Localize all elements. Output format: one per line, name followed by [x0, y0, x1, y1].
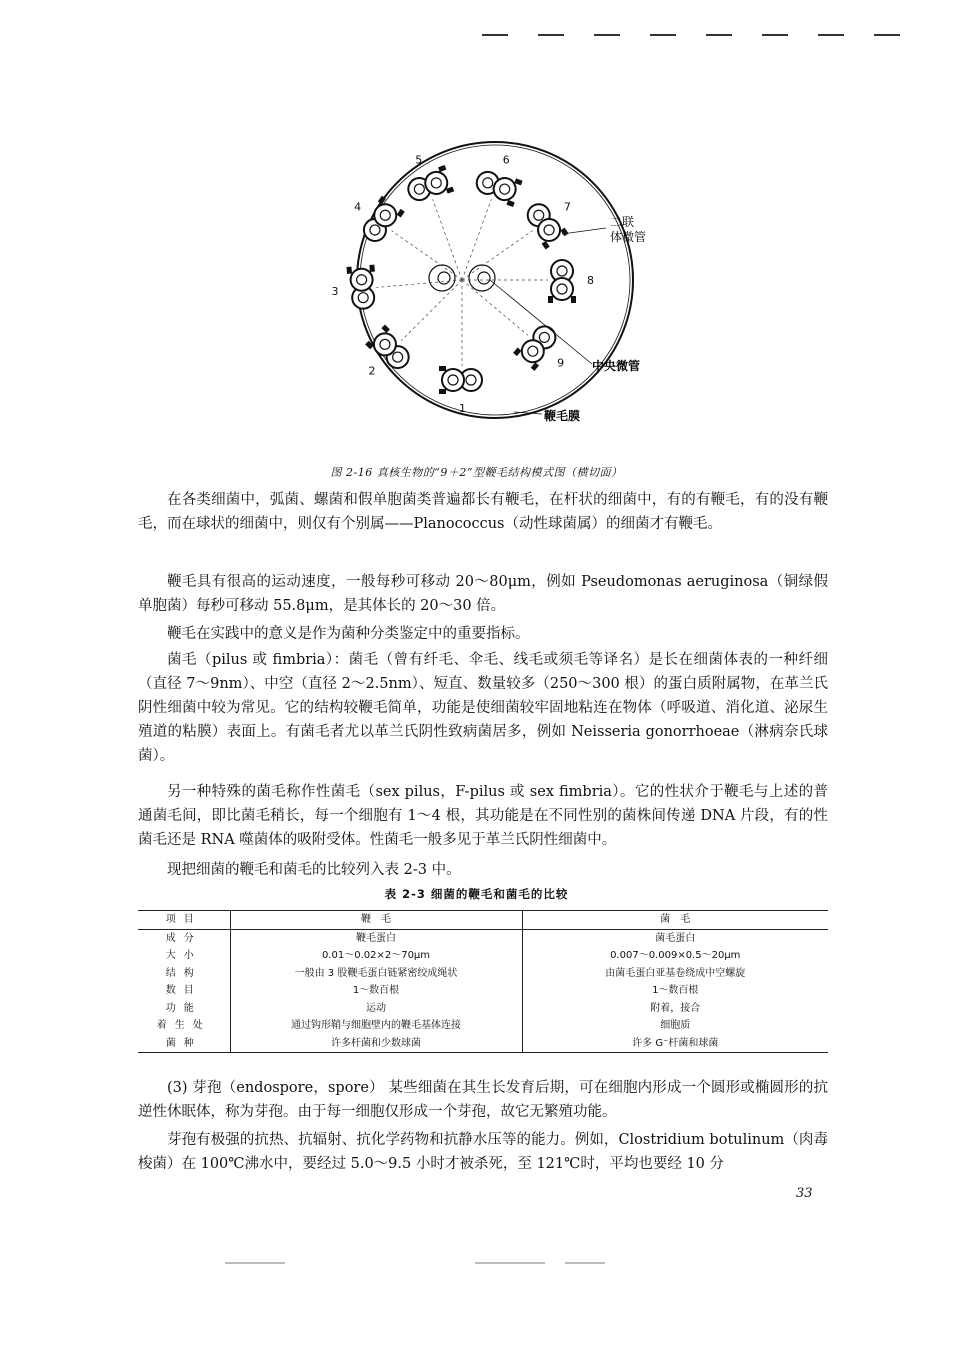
table-row — [138, 929, 828, 947]
paragraph: 菌毛（pilus 或 fimbria）：菌毛（曾有纤毛、伞毛、线毛或须毛等译名）是长在细菌体表的一种纤细（直径 7～9nm）、中空（直径 2～2.5nm）、短直、数量较多（250～300 根）的蛋白质附属物，在革兰氏阴性细菌中较为常见。它的结构较鞭毛简单，功能是使细菌较牢固地粘连在物体（呼吸道、消化道、泌尿生殖道的粘膜）表面上。有菌毛者尤以革兰氏阴性致病菌居多，例如 Neisseria gonorrhoeae（淋病奈氏球菌）。 — [138, 652, 828, 764]
microtubule-doublet — [548, 260, 576, 303]
doublet-number: 8 — [587, 274, 594, 287]
paragraph: 芽孢有极强的抗热、抗辐射、抗化学药物和抗静水压等的能力。例如，Clostridium botulinum（肉毒梭菌）在 100℃沸水中，要经过 5.0～9.5 小时才被杀死，至 121℃时，平均也要经 10 分 — [138, 1132, 828, 1172]
table-cell: 鞭毛蛋白 — [230, 929, 522, 947]
table-row — [138, 1017, 828, 1035]
table-cell: 0.01～0.02×2～70μm — [230, 947, 522, 965]
microtubule-doublet — [346, 265, 378, 310]
table-cell: 成分 — [165, 932, 202, 944]
table-cell: 功能 — [165, 1002, 202, 1014]
doublet-label: 二联体微管 — [610, 215, 647, 244]
paragraph: 现把细菌的鞭毛和菌毛的比较列入表 2-3 中。 — [167, 862, 461, 878]
table-cell: 由菌毛蛋白亚基卷绕成中空螺旋 — [522, 965, 828, 983]
microtubule-doublet — [513, 320, 565, 371]
microtubule-doublet — [473, 166, 523, 207]
table-row — [138, 1035, 828, 1053]
flagellum-cross-section-figure — [330, 130, 660, 440]
doublet-number: 9 — [557, 356, 565, 370]
table-header-row — [138, 911, 828, 930]
doublet-number: 5 — [415, 153, 423, 167]
table-row — [138, 965, 828, 983]
table-cell: 运动 — [230, 1000, 522, 1018]
header-rule — [482, 34, 942, 38]
microtubule-doublet — [357, 196, 405, 247]
microtubule-doublet — [439, 366, 482, 394]
header-cell: 菌 毛 — [522, 911, 828, 930]
paragraph: 鞭毛在实践中的意义是作为菌种分类鉴定中的重要指标。 — [167, 626, 530, 642]
paragraph: 另一种特殊的菌毛称作性菌毛（sex pilus，F-pilus 或 sex fimbria）。它的性状介于鞭毛与上述的普通菌毛间，即比菌毛稍长，每一个细胞有 1～4 根，其功能是在不同性别的菌株间传递 DNA 片段，有的性菌毛还是 RNA 噬菌体的吸附受体。性菌毛一般多见于革兰氏阴性细菌中。 — [138, 784, 828, 848]
doublet-number: 4 — [354, 200, 362, 214]
flagellum-diagram — [330, 130, 660, 440]
table-cell: 通过钩形鞘与细胞壁内的鞭毛基体连接 — [230, 1017, 522, 1035]
table-cell: 菌种 — [165, 1037, 202, 1049]
table-cell: 数目 — [165, 985, 202, 996]
membrane-label: 鞭毛膜 — [544, 409, 581, 423]
central-label: 中央微管 — [592, 359, 641, 373]
microtubule-doublet — [521, 198, 569, 249]
table-cell: 细胞质 — [522, 1017, 828, 1035]
table-row — [138, 1000, 828, 1018]
table-cell: 一般由 3 股鞭毛蛋白链紧密绞成绳状 — [230, 965, 522, 983]
doublet-number: 1 — [459, 402, 466, 415]
table-cell: 许多杆菌和少数球菌 — [230, 1035, 522, 1053]
table-cell: 许多 G⁻杆菌和球菌 — [522, 1035, 828, 1053]
paragraph: 鞭毛具有很高的运动速度，一般每秒可移动 20～80μm，例如 Pseudomonas aeruginosa（铜绿假单胞菌）每秒可移动 55.8μm，是其体长的 20～30 倍。 — [138, 574, 828, 614]
table-cell: 附着，接合 — [522, 1000, 828, 1018]
paragraph: (3) 芽孢（endospore，spore） 某些细菌在其生长发育后期，可在细胞内形成一个圆形或椭圆形的抗逆性休眠体，称为芽孢。由于每一细胞仅形成一个芽孢，故它无繁殖功能。 — [138, 1080, 828, 1120]
scan-artifact — [225, 1262, 685, 1265]
doublet-number: 7 — [563, 200, 571, 214]
table-cell: 1～数百根 — [230, 982, 522, 1000]
table-cell: 结构 — [165, 967, 202, 979]
table-row — [138, 947, 828, 965]
table-cell: 大小 — [165, 950, 202, 961]
header-cell: 鞭 毛 — [230, 911, 522, 930]
header-cell: 项目 — [165, 914, 202, 925]
paragraph: 在各类细菌中，弧菌、螺菌和假单胞菌类普遍都长有鞭毛，在杆状的细菌中，有的有鞭毛，有的没有鞭毛，而在球状的细菌中，则仅有个别属——Planococcus（动性球菌属）的细菌才有鞭毛。 — [138, 492, 828, 532]
table-row — [138, 982, 828, 1000]
page-number: 33 — [796, 1186, 813, 1201]
table-cell: 着生处 — [156, 1020, 211, 1031]
doublet-number: 3 — [331, 285, 339, 299]
doublet-number: 6 — [502, 153, 510, 167]
table-cell: 0.007～0.009×0.5～20μm — [522, 947, 828, 965]
table-title: 表 2-3 细菌的鞭毛和菌毛的比较 — [384, 887, 569, 901]
figure-caption: 图 2-16 真核生物的“9＋2”型鞭毛结构模式图（横切面） — [330, 466, 623, 479]
comparison-table — [138, 910, 828, 1053]
doublet-number: 2 — [368, 364, 376, 378]
table-cell: 菌毛蛋白 — [522, 929, 828, 947]
table-cell: 1～数百根 — [522, 982, 828, 1000]
